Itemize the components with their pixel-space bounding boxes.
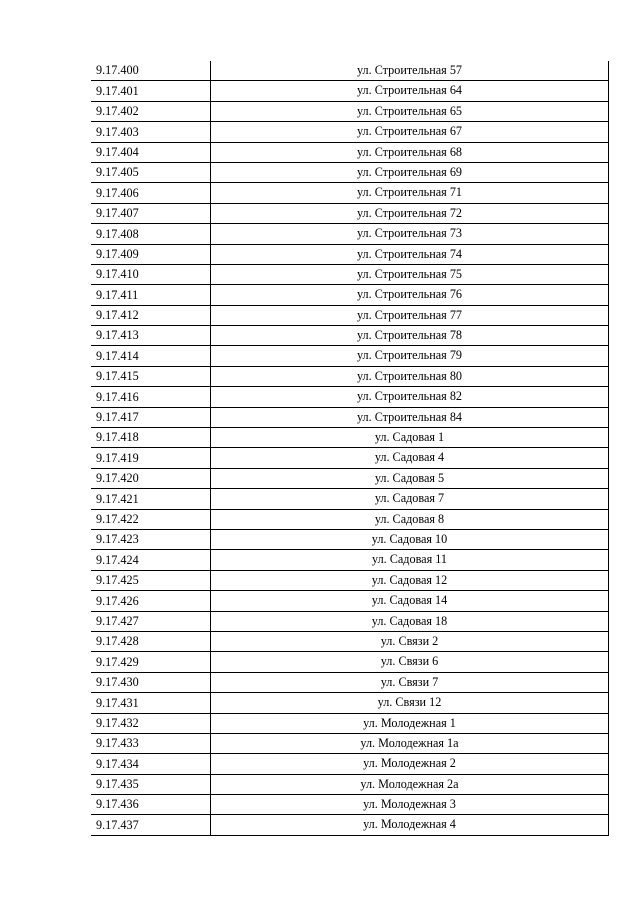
table-row bbox=[91, 652, 609, 672]
row-address-cell: ул. Молодежная 1а bbox=[211, 733, 609, 753]
row-code-cell: 9.17.420 bbox=[91, 468, 211, 488]
row-code-cell: 9.17.407 bbox=[91, 203, 211, 223]
row-address-cell: ул. Связи 7 bbox=[211, 672, 609, 692]
row-address-cell: ул. Строительная 84 bbox=[211, 407, 609, 427]
table-row bbox=[91, 61, 609, 81]
table-row bbox=[91, 428, 609, 448]
row-code-cell: 9.17.431 bbox=[91, 693, 211, 713]
row-code-cell: 9.17.423 bbox=[91, 529, 211, 549]
row-address-cell: ул. Молодежная 2а bbox=[211, 774, 609, 794]
row-code-cell: 9.17.434 bbox=[91, 754, 211, 774]
table-row bbox=[91, 162, 609, 182]
row-code-cell: 9.17.411 bbox=[91, 285, 211, 305]
table-row bbox=[91, 326, 609, 346]
row-address-cell: ул. Молодежная 3 bbox=[211, 795, 609, 815]
row-address-cell: ул. Садовая 11 bbox=[211, 550, 609, 570]
table-row bbox=[91, 203, 609, 223]
table-row bbox=[91, 305, 609, 325]
table-row bbox=[91, 815, 609, 835]
row-code-cell: 9.17.410 bbox=[91, 264, 211, 284]
row-code-cell: 9.17.421 bbox=[91, 489, 211, 509]
table-row bbox=[91, 611, 609, 631]
row-code-cell: 9.17.401 bbox=[91, 81, 211, 101]
table-row bbox=[91, 570, 609, 590]
address-table bbox=[91, 61, 609, 836]
address-table-body bbox=[91, 61, 609, 835]
row-address-cell: ул. Садовая 1 bbox=[211, 428, 609, 448]
row-code-cell: 9.17.432 bbox=[91, 713, 211, 733]
row-address-cell: ул. Строительная 82 bbox=[211, 387, 609, 407]
row-code-cell: 9.17.433 bbox=[91, 733, 211, 753]
row-code-cell: 9.17.436 bbox=[91, 795, 211, 815]
row-address-cell: ул. Садовая 8 bbox=[211, 509, 609, 529]
row-address-cell: ул. Связи 6 bbox=[211, 652, 609, 672]
row-address-cell: ул. Строительная 72 bbox=[211, 203, 609, 223]
row-code-cell: 9.17.416 bbox=[91, 387, 211, 407]
row-code-cell: 9.17.415 bbox=[91, 366, 211, 386]
row-code-cell: 9.17.419 bbox=[91, 448, 211, 468]
row-code-cell: 9.17.435 bbox=[91, 774, 211, 794]
table-row bbox=[91, 183, 609, 203]
row-address-cell: ул. Строительная 78 bbox=[211, 326, 609, 346]
row-address-cell: ул. Строительная 73 bbox=[211, 224, 609, 244]
row-code-cell: 9.17.409 bbox=[91, 244, 211, 264]
row-address-cell: ул. Строительная 65 bbox=[211, 101, 609, 121]
row-address-cell: ул. Строительная 74 bbox=[211, 244, 609, 264]
row-address-cell: ул. Строительная 67 bbox=[211, 122, 609, 142]
table-row bbox=[91, 224, 609, 244]
table-row bbox=[91, 489, 609, 509]
row-code-cell: 9.17.400 bbox=[91, 61, 211, 81]
row-code-cell: 9.17.404 bbox=[91, 142, 211, 162]
row-code-cell: 9.17.427 bbox=[91, 611, 211, 631]
row-code-cell: 9.17.425 bbox=[91, 570, 211, 590]
table-row bbox=[91, 795, 609, 815]
row-code-cell: 9.17.405 bbox=[91, 162, 211, 182]
table-row bbox=[91, 733, 609, 753]
table-row bbox=[91, 754, 609, 774]
row-address-cell: ул. Строительная 64 bbox=[211, 81, 609, 101]
table-row bbox=[91, 509, 609, 529]
table-row bbox=[91, 672, 609, 692]
row-code-cell: 9.17.413 bbox=[91, 326, 211, 346]
row-address-cell: ул. Строительная 80 bbox=[211, 366, 609, 386]
row-code-cell: 9.17.418 bbox=[91, 428, 211, 448]
row-address-cell: ул. Строительная 77 bbox=[211, 305, 609, 325]
row-code-cell: 9.17.428 bbox=[91, 631, 211, 651]
row-address-cell: ул. Садовая 4 bbox=[211, 448, 609, 468]
row-address-cell: ул. Садовая 10 bbox=[211, 529, 609, 549]
table-row bbox=[91, 591, 609, 611]
row-address-cell: ул. Связи 12 bbox=[211, 693, 609, 713]
table-row bbox=[91, 81, 609, 101]
table-row bbox=[91, 713, 609, 733]
table-row bbox=[91, 529, 609, 549]
table-row bbox=[91, 366, 609, 386]
row-address-cell: ул. Молодежная 4 bbox=[211, 815, 609, 835]
row-address-cell: ул. Строительная 76 bbox=[211, 285, 609, 305]
row-address-cell: ул. Садовая 12 bbox=[211, 570, 609, 590]
table-row bbox=[91, 550, 609, 570]
table-row bbox=[91, 285, 609, 305]
table-row bbox=[91, 468, 609, 488]
row-address-cell: ул. Садовая 7 bbox=[211, 489, 609, 509]
row-address-cell: ул. Связи 2 bbox=[211, 631, 609, 651]
row-code-cell: 9.17.430 bbox=[91, 672, 211, 692]
table-row bbox=[91, 122, 609, 142]
table-row bbox=[91, 631, 609, 651]
row-address-cell: ул. Строительная 75 bbox=[211, 264, 609, 284]
row-code-cell: 9.17.426 bbox=[91, 591, 211, 611]
row-address-cell: ул. Строительная 69 bbox=[211, 162, 609, 182]
row-address-cell: ул. Садовая 14 bbox=[211, 591, 609, 611]
row-code-cell: 9.17.417 bbox=[91, 407, 211, 427]
table-row bbox=[91, 346, 609, 366]
row-address-cell: ул. Молодежная 1 bbox=[211, 713, 609, 733]
row-code-cell: 9.17.412 bbox=[91, 305, 211, 325]
row-address-cell: ул. Строительная 79 bbox=[211, 346, 609, 366]
row-code-cell: 9.17.402 bbox=[91, 101, 211, 121]
row-address-cell: ул. Строительная 68 bbox=[211, 142, 609, 162]
row-address-cell: ул. Строительная 57 bbox=[211, 61, 609, 81]
table-row bbox=[91, 693, 609, 713]
row-address-cell: ул. Садовая 5 bbox=[211, 468, 609, 488]
table-row bbox=[91, 387, 609, 407]
row-address-cell: ул. Молодежная 2 bbox=[211, 754, 609, 774]
row-address-cell: ул. Садовая 18 bbox=[211, 611, 609, 631]
row-code-cell: 9.17.408 bbox=[91, 224, 211, 244]
row-address-cell: ул. Строительная 71 bbox=[211, 183, 609, 203]
table-row bbox=[91, 142, 609, 162]
row-code-cell: 9.17.424 bbox=[91, 550, 211, 570]
table-row bbox=[91, 264, 609, 284]
row-code-cell: 9.17.406 bbox=[91, 183, 211, 203]
row-code-cell: 9.17.422 bbox=[91, 509, 211, 529]
table-row bbox=[91, 407, 609, 427]
table-row bbox=[91, 448, 609, 468]
row-code-cell: 9.17.403 bbox=[91, 122, 211, 142]
table-row bbox=[91, 774, 609, 794]
table-row bbox=[91, 101, 609, 121]
row-code-cell: 9.17.414 bbox=[91, 346, 211, 366]
row-code-cell: 9.17.437 bbox=[91, 815, 211, 835]
row-code-cell: 9.17.429 bbox=[91, 652, 211, 672]
table-row bbox=[91, 244, 609, 264]
